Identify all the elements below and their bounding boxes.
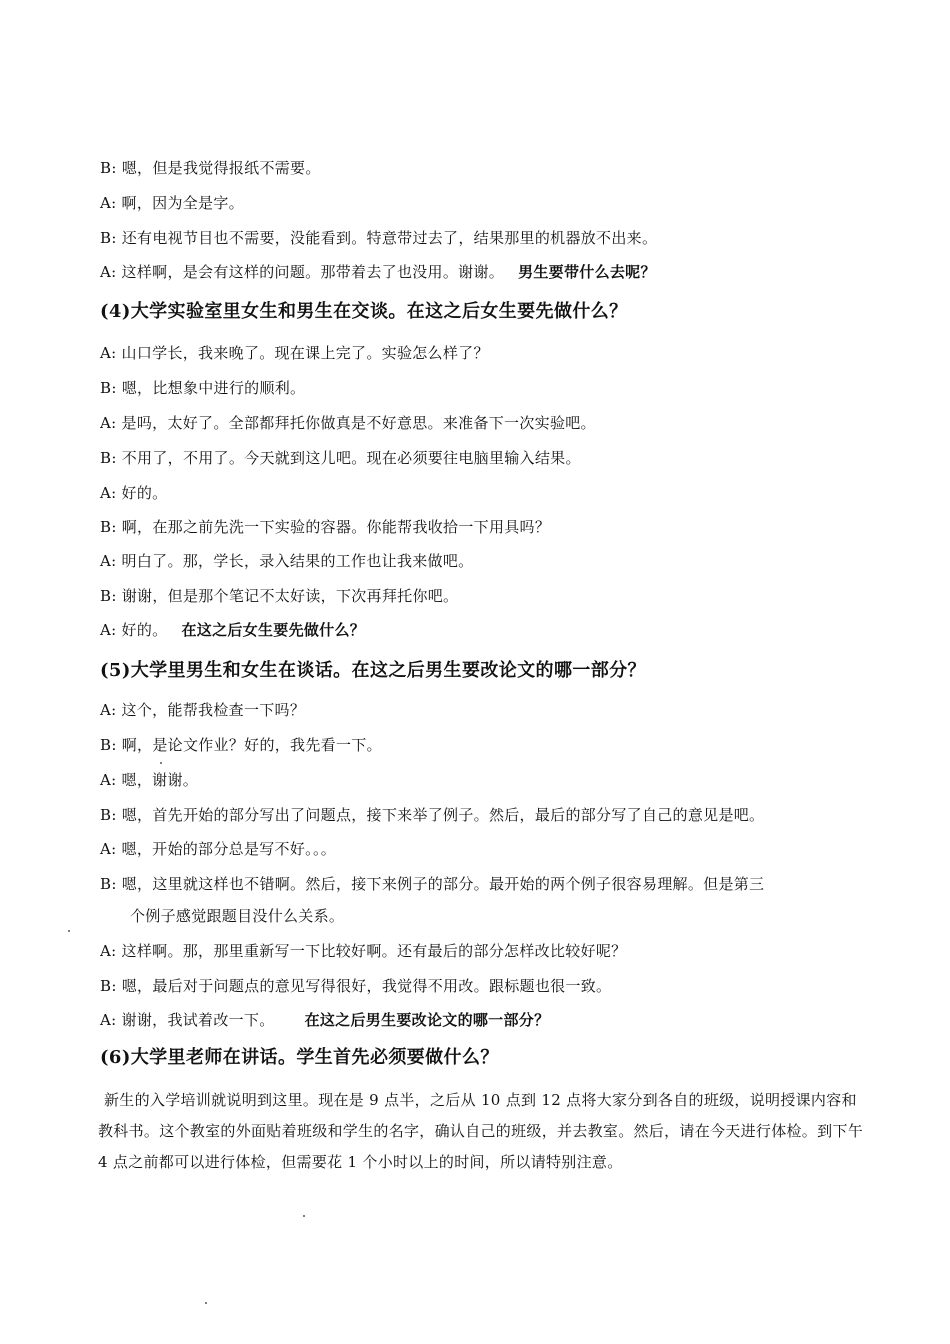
question-text: 男生要带什么去呢？ [518,263,656,281]
dialogue-line: A: 这个，能帮我检查一下吗？ [100,701,306,719]
dialogue-line: A: 这样啊，是会有这样的问题。那带着去了也没用。谢谢。 男生要带什么去呢？ [100,263,656,281]
dialogue-line: B: 不用了，不用了。今天就到这儿吧。现在必须要往电脑里输入结果。 [100,449,581,467]
dialogue-line: A: 啊，因为全是字。 [100,194,244,212]
dialogue-line: A: 谢谢，我试着改一下。 在这之后男生要改论文的哪一部分？ [100,1011,550,1029]
scan-speck [205,1302,207,1304]
dialogue-line: A: 好的。 [100,484,168,502]
dialogue-line-continuation: 个例子感觉跟题目没什么关系。 [130,907,345,925]
lecture-paragraph: 新生的入学培训就说明到这里。现在是 9 点半，之后从 10 点到 12 点将大家分到各自的班级，说明授课内容和教科书。这个教室的外面贴着班级和学生的名字，确认自己的班级，并去教室。然后，请在今天进行体检。到下午 4 点之前都可以进行体检，但需要花 1 个小时以上的时间，所以请特别注意。 [98,1091,864,1171]
scan-speck [303,1215,305,1217]
dialogue-line: B: 嗯，首先开始的部分写出了问题点，接下来举了例子。然后，最后的部分写了自己的意见是吧。 [100,806,765,824]
question-text: 在这之后男生要改论文的哪一部分？ [304,1011,550,1029]
dialogue-line: B: 谢谢，但是那个笔记不太好读，下次再拜托你吧。 [100,587,459,605]
section-heading: (6)大学里老师在讲话。学生首先必须要做什么？ [100,1047,499,1068]
dialogue-line: B: 嗯，最后对于问题点的意见写得很好，我觉得不用改。跟标题也很一致。 [100,977,612,995]
dialogue-line: A: 山口学长，我来晚了。现在课上完了。实验怎么样了？ [100,344,489,362]
question-text: 在这之后女生要先做什么？ [181,621,366,639]
dialogue-line: A: 好的。 在这之后女生要先做什么？ [100,621,366,639]
scan-speck [68,930,70,932]
dialogue-line: B: 嗯，这里就这样也不错啊。然后，接下来例子的部分。最开始的两个例子很容易理解。但是第三 [100,875,765,893]
dialogue-line: A: 嗯，开始的部分总是写不好。。。 [100,840,337,858]
dialogue-line: B: 嗯，但是我觉得报纸不需要。 [100,159,321,177]
dialogue-line: A: 嗯，谢谢。 [100,771,199,789]
section-heading: (5)大学里男生和女生在谈话。在这之后男生要改论文的哪一部分？ [100,660,646,681]
dialogue-line: A: 明白了。那，学长，录入结果的工作也让我来做吧。 [100,552,474,570]
scan-speck [160,762,162,764]
dialogue-line: B: 嗯，比想象中进行的顺利。 [100,379,306,397]
dialogue-line: A: 这样啊。那，那里重新写一下比较好啊。还有最后的部分怎样改比较好呢？ [100,942,627,960]
dialogue-line: B: 啊，在那之前先洗一下实验的容器。你能帮我收拾一下用具吗？ [100,518,551,536]
section-heading: (4)大学实验室里女生和男生在交谈。在这之后女生要先做什么？ [100,301,628,322]
dialogue-line: A: 是吗，太好了。全部都拜托你做真是不好意思。来准备下一次实验吧。 [100,414,596,432]
dialogue-line: B: 还有电视节目也不需要，没能看到。特意带过去了，结果那里的机器放不出来。 [100,229,658,247]
dialogue-line: B: 啊，是论文作业？好的，我先看一下。 [100,736,382,754]
